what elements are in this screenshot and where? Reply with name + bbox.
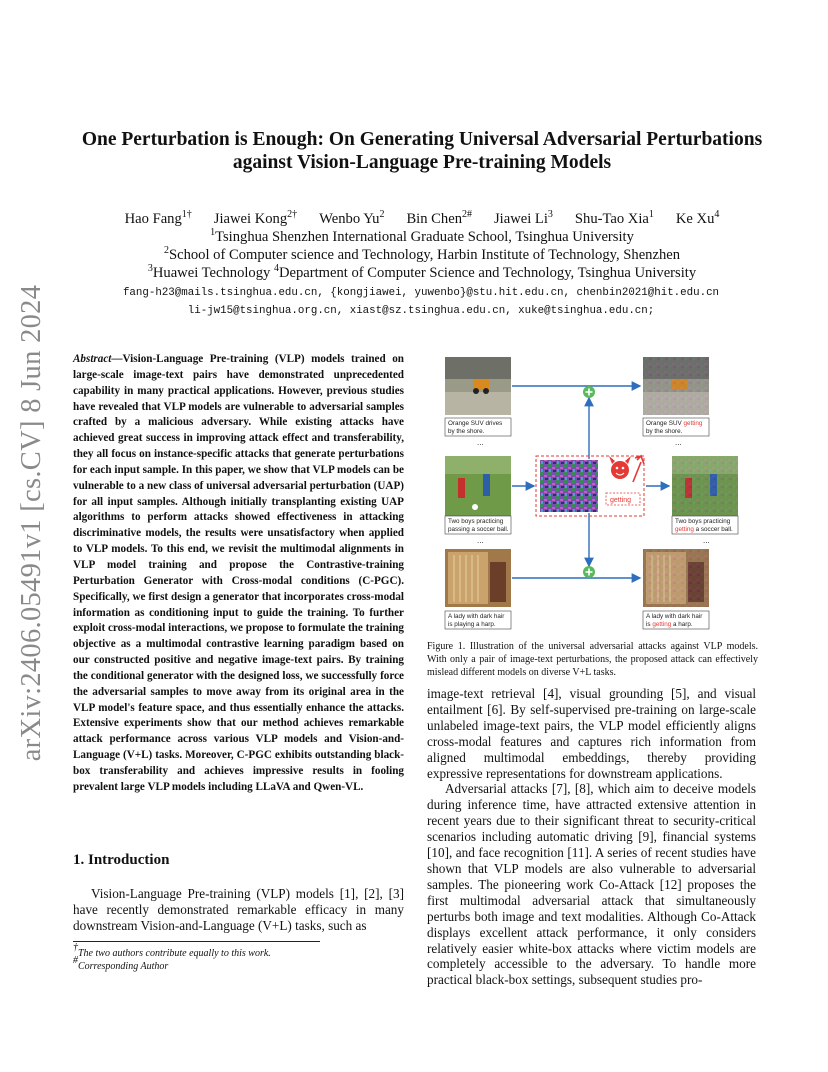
perturbation-image — [540, 460, 598, 512]
arxiv-id-text: arXiv:2406.05491v1 [cs.CV] 8 Jun 2024 — [16, 284, 47, 762]
author-list — [60, 211, 784, 228]
affiliation-2: $^2$School of Computer science and Technology, Harbin Institute of Technology, Shenzhen — [163, 245, 681, 263]
right-column — [427, 686, 756, 988]
author: Hao Fang$^{1\dagger}$ — [124, 209, 192, 227]
ellipsis: ... — [477, 438, 484, 447]
caption-harp-adversarial: A lady with dark hair — [646, 613, 703, 620]
image-harp-adversarial — [643, 549, 709, 607]
paragraph: image-text retrieval [4], visual grounding [5], and visual entailment [6]. By self-supervised pre-training on large-scale unlabeled image-text pairs, the VLP model efficiently aligns cross-modal features and captures rich information from aligned multimodal embeddings, thereby providing expressive representations for downstream applications. — [427, 686, 756, 781]
caption-suv-clean: Orange SUV drives — [448, 420, 503, 427]
image-suv-adversarial — [643, 357, 709, 415]
image-suv-clean — [445, 357, 511, 415]
email-line-2: li-jw15@tsinghua.org.cn, xiast@sz.tsinghua.edu.cn, xuke@tsinghua.edu.cn; — [187, 305, 655, 317]
arxiv-identifier — [12, 284, 52, 762]
figure-1 — [428, 352, 755, 636]
abstract-label: Abstract — [73, 353, 112, 365]
caption-suv-adversarial: Orange SUV getting — [646, 420, 703, 427]
caption-soccer-adversarial-2: getting a soccer ball. — [675, 526, 733, 533]
affiliation-3: $^3$Huawei Technology $^4$Department of Computer Science and Technology, Tsinghua University — [147, 263, 697, 281]
caption-harp-clean-2: is playing a harp. — [448, 621, 496, 628]
ellipsis: ... — [477, 536, 484, 545]
caption-suv-adversarial-2: by the shore. — [646, 428, 683, 435]
section-heading-introduction: 1. Introduction — [73, 852, 170, 868]
footnote-2: #Corresponding Author — [73, 955, 169, 972]
paragraph: Adversarial attacks [7], [8], which aim to deceive models during inference time, have attracted extensive attention in recent years due to their significant threat to security-critical scenarios including automatic driving [9], financial systems [10], and face recognition [11]. A series of recent studies have shown that VLP models are also vulnerable to adversarial samples. The pioneering work Co-Attack [12] proposes the first multimodal adversarial attack that simultaneously perturbs both image and text modalities. Although Co-Attack displays excellent attack performance, it only considers relatively easier white-box attacks where victim models are completely accessible to the adversary. To handle more practical black-box settings, subsequent studies pro- — [427, 781, 756, 988]
abstract — [73, 352, 404, 796]
plus-icon — [583, 566, 595, 578]
abstract-text: —Vision-Language Pre-training (VLP) models trained on large-scale image-text pairs have demonstrated unprecedented capability in many practical applications. However, previous studies have revealed that VLP models are vulnerable to adversarial samples crafted by a malicious adversary. While existing attacks have achieved great success in improving attack effect and transferability, they all focus on instance-specific attacks that generate perturbations for each input sample. In this paper, we show that VLP models can be vulnerable to a new class of universal adversarial perturbation (UAP) for all input samples. Although initially transplanting existing UAP algorithms to perform attacks showed effectiveness in attacking discriminative models, the results were unsatisfactory when applied to VLP models. To this end, we revisit the multimodal alignments in VLP model training and propose the Contrastive-training Perturbation Generator with Cross-modal conditions (C-PGC). Specifically, we first design a generator that incorporates cross-modal information as conditioning input to guide the training. To further exploit cross-modal interactions, we propose to formulate the training objective as a multimodal contrastive learning paradigm based on our constructed positive and negative image-text pairs. By training the conditional generator with the designed loss, we successfully force the adversarial samples to move away from its original area in the VLP model's feature space, and thus essentially enhance the attacks. Extensive experiments show that our method achieves remarkable attack performance across various VLP models and Vision-and-Language (V+L) tasks. Moreover, C-PGC exhibits outstanding black-box transferability and achieves impressive results in fooling prevalent large VLP models including LLaVA and Qwen-VL. — [73, 353, 404, 793]
author: Ke Xu$^4$ — [675, 209, 720, 227]
affiliation-1: $^1$Tsinghua Shenzhen International Graduate School, Tsinghua University — [210, 227, 634, 245]
caption-soccer-clean: Two boys practicing — [448, 518, 504, 525]
trident-icon — [633, 456, 644, 482]
footnote-1: †The two authors contribute equally to this work. — [73, 942, 271, 959]
author: Shu-Tao Xia$^1$ — [574, 209, 654, 227]
caption-harp-clean: A lady with dark hair — [448, 613, 505, 620]
ellipsis: ... — [675, 438, 682, 447]
intro-paragraph: Vision-Language Pre-training (VLP) models [1], [2], [3] have recently demonstrated remarkable efficacy in many downstream Vision-and-Language (V+L) tasks, such as — [73, 886, 404, 934]
figure-caption: Figure 1. Illustration of the universal adversarial attacks against VLP models. With only a pair of image-text perturbations, the proposed attack can effectively mislead different models on diverse V+L tasks. — [427, 641, 758, 678]
plus-icon — [583, 386, 595, 398]
image-soccer-adversarial — [672, 456, 738, 518]
author: Jiawei Kong$^{2\dagger}$ — [213, 209, 298, 227]
caption-soccer-adversarial: Two boys practicing — [675, 518, 731, 525]
caption-soccer-clean-2: passing a soccer ball. — [448, 526, 509, 533]
title-line-2: against Vision-Language Pre-training Models — [232, 152, 612, 173]
caption-suv-clean-2: by the shore. — [448, 428, 485, 435]
image-soccer-clean — [445, 456, 511, 518]
author: Jiawei Li$^3$ — [494, 209, 553, 227]
footnotes — [73, 942, 271, 973]
devil-icon — [609, 456, 631, 479]
author: Bin Chen$^{2\#}$ — [406, 209, 472, 227]
footnote-rule — [73, 941, 320, 942]
title-line-1: One Perturbation is Enough: On Generating Universal Adversarial Perturbations — [81, 129, 763, 150]
image-harp-clean — [445, 549, 511, 607]
ellipsis: ... — [703, 536, 710, 545]
trigger-word: getting — [610, 497, 632, 504]
author: Wenbo Yu$^2$ — [319, 209, 385, 227]
paper-title — [60, 128, 784, 174]
email-line-1: fang-h23@mails.tsinghua.edu.cn, {kongjiawei, yuwenbo}@stu.hit.edu.cn, chenbin2021@hit.edu.cn — [122, 287, 720, 299]
caption-harp-adversarial-2: is getting a harp. — [646, 621, 693, 628]
